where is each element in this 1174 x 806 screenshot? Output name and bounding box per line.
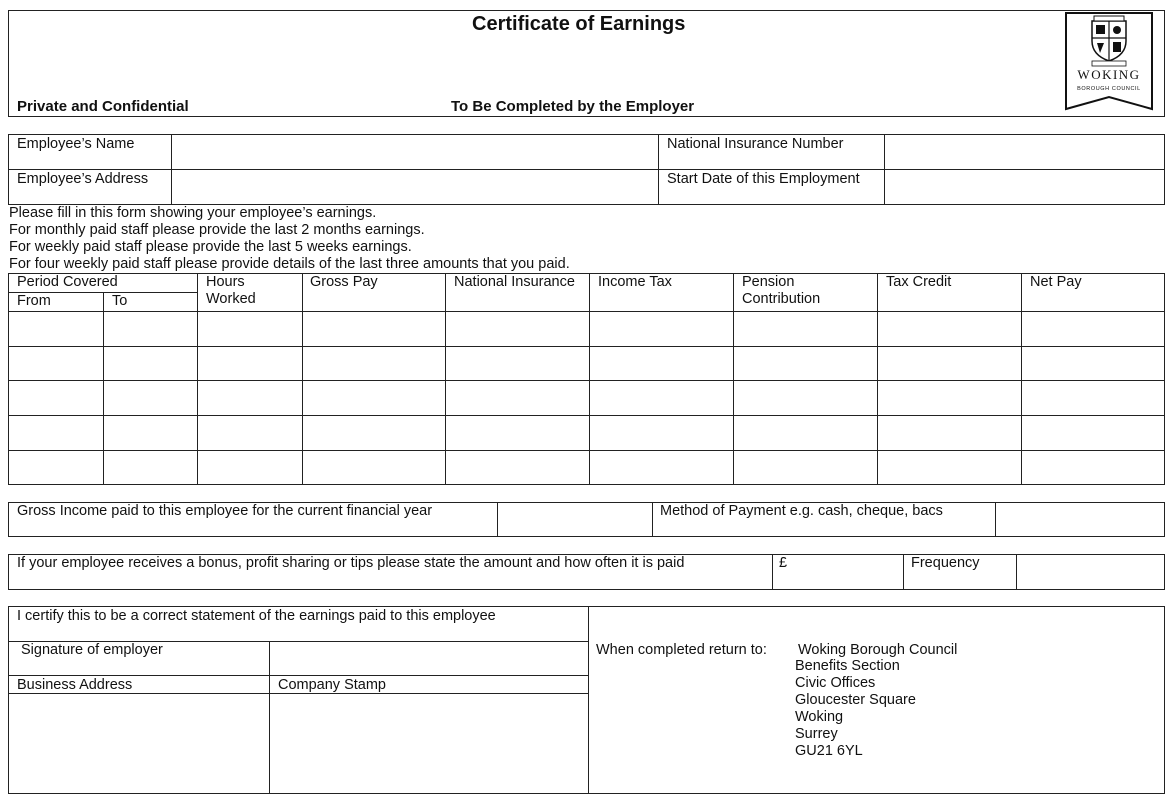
earnings-cell-from[interactable] bbox=[9, 451, 103, 485]
signature-label: Signature of employer bbox=[21, 642, 163, 658]
earnings-cell-national-insurance[interactable] bbox=[446, 312, 589, 346]
col-gross-pay: Gross Pay bbox=[310, 274, 378, 290]
return-address-line: Gloucester Square bbox=[795, 692, 916, 708]
earnings-cell-pension[interactable] bbox=[734, 347, 877, 380]
instruction-line: For weekly paid staff please provide the last 5 weeks earnings. bbox=[9, 239, 412, 255]
return-address-line: Benefits Section bbox=[795, 658, 900, 674]
instruction-line: For four weekly paid staff please provide details of the last three amounts that you paid. bbox=[9, 256, 570, 272]
start-date-field[interactable] bbox=[885, 170, 1164, 204]
return-address-line: Woking bbox=[795, 709, 844, 725]
earnings-cell-hours[interactable] bbox=[198, 451, 302, 485]
logo-subtext: BOROUGH COUNCIL bbox=[1077, 86, 1141, 92]
earnings-cell-pension[interactable] bbox=[734, 416, 877, 450]
completed-by-label: To Be Completed by the Employer bbox=[451, 98, 695, 115]
start-date-label: Start Date of this Employment bbox=[667, 171, 860, 187]
col-from: From bbox=[17, 293, 51, 309]
frequency-field[interactable] bbox=[1017, 555, 1164, 589]
earnings-cell-to[interactable] bbox=[104, 347, 197, 380]
earnings-cell-gross-pay[interactable] bbox=[303, 381, 445, 415]
earnings-cell-to[interactable] bbox=[104, 451, 197, 485]
earnings-cell-pension[interactable] bbox=[734, 312, 877, 346]
earnings-cell-tax-credit[interactable] bbox=[878, 416, 1021, 450]
company-stamp-field[interactable] bbox=[270, 694, 588, 793]
earnings-cell-income-tax[interactable] bbox=[590, 312, 733, 346]
payment-method-label: Method of Payment e.g. cash, cheque, bacs bbox=[660, 503, 943, 519]
col-pension: Pension bbox=[742, 274, 795, 290]
bonus-amount-field[interactable] bbox=[773, 555, 903, 589]
col-income-tax: Income Tax bbox=[598, 274, 672, 290]
earnings-cell-net-pay[interactable] bbox=[1022, 451, 1165, 485]
employee-name-field[interactable] bbox=[172, 135, 658, 169]
earnings-cell-hours[interactable] bbox=[198, 416, 302, 450]
earnings-cell-to[interactable] bbox=[104, 312, 197, 346]
frequency-label: Frequency bbox=[911, 555, 980, 571]
earnings-cell-pension[interactable] bbox=[734, 381, 877, 415]
certify-statement: I certify this to be a correct statement of the earnings paid to this employee bbox=[17, 608, 496, 624]
earnings-cell-tax-credit[interactable] bbox=[878, 312, 1021, 346]
earnings-cell-income-tax[interactable] bbox=[590, 416, 733, 450]
earnings-cell-national-insurance[interactable] bbox=[446, 451, 589, 485]
earnings-cell-gross-pay[interactable] bbox=[303, 451, 445, 485]
gross-income-field[interactable] bbox=[498, 503, 652, 536]
earnings-cell-income-tax[interactable] bbox=[590, 451, 733, 485]
earnings-cell-hours[interactable] bbox=[198, 347, 302, 380]
employee-name-label: Employee’s Name bbox=[17, 136, 135, 152]
employee-address-field[interactable] bbox=[172, 170, 658, 204]
ni-number-label: National Insurance Number bbox=[667, 136, 844, 152]
earnings-cell-tax-credit[interactable] bbox=[878, 451, 1021, 485]
earnings-cell-to[interactable] bbox=[104, 381, 197, 415]
ni-number-field[interactable] bbox=[885, 135, 1164, 169]
col-net-pay: Net Pay bbox=[1030, 274, 1082, 290]
council-logo bbox=[1064, 11, 1154, 111]
business-address-label: Business Address bbox=[17, 677, 133, 693]
col-hours-worked: Worked bbox=[206, 291, 256, 307]
earnings-cell-tax-credit[interactable] bbox=[878, 347, 1021, 380]
return-to-label: When completed return to: bbox=[596, 642, 767, 658]
col-hours: Hours bbox=[206, 274, 245, 290]
earnings-cell-from[interactable] bbox=[9, 347, 103, 380]
earnings-cell-income-tax[interactable] bbox=[590, 381, 733, 415]
earnings-cell-hours[interactable] bbox=[198, 312, 302, 346]
instruction-line: Please fill in this form showing your employee’s earnings. bbox=[9, 205, 377, 221]
return-address-line: Woking Borough Council bbox=[798, 642, 958, 658]
gross-income-label: Gross Income paid to this employee for the current financial year bbox=[17, 503, 433, 519]
earnings-cell-from[interactable] bbox=[9, 416, 103, 450]
earnings-cell-from[interactable] bbox=[9, 312, 103, 346]
private-confidential-label: Private and Confidential bbox=[17, 98, 189, 115]
pound-sign: £ bbox=[779, 555, 788, 571]
col-to: To bbox=[112, 293, 128, 309]
earnings-cell-to[interactable] bbox=[104, 416, 197, 450]
earnings-cell-net-pay[interactable] bbox=[1022, 312, 1165, 346]
earnings-cell-net-pay[interactable] bbox=[1022, 381, 1165, 415]
earnings-cell-income-tax[interactable] bbox=[590, 347, 733, 380]
earnings-cell-national-insurance[interactable] bbox=[446, 381, 589, 415]
return-address-line: Civic Offices bbox=[795, 675, 876, 691]
earnings-cell-national-insurance[interactable] bbox=[446, 416, 589, 450]
earnings-cell-from[interactable] bbox=[9, 381, 103, 415]
employee-address-label: Employee’s Address bbox=[17, 171, 149, 187]
earnings-cell-national-insurance[interactable] bbox=[446, 347, 589, 380]
earnings-cell-net-pay[interactable] bbox=[1022, 347, 1165, 380]
form-title: Certificate of Earnings bbox=[472, 13, 686, 35]
bonus-label: If your employee receives a bonus, profit sharing or tips please state the amount and how often it is paid bbox=[17, 555, 685, 571]
col-tax-credit: Tax Credit bbox=[886, 274, 952, 290]
business-address-field[interactable] bbox=[9, 694, 269, 793]
earnings-cell-gross-pay[interactable] bbox=[303, 347, 445, 380]
logo-text: WOKING bbox=[1077, 67, 1141, 82]
return-address-line: Surrey bbox=[795, 726, 838, 742]
earnings-cell-gross-pay[interactable] bbox=[303, 416, 445, 450]
earnings-cell-net-pay[interactable] bbox=[1022, 416, 1165, 450]
col-period-covered: Period Covered bbox=[17, 274, 118, 290]
col-national-insurance: National Insurance bbox=[454, 274, 575, 290]
earnings-cell-pension[interactable] bbox=[734, 451, 877, 485]
signature-field[interactable] bbox=[270, 642, 588, 675]
instruction-line: For monthly paid staff please provide the last 2 months earnings. bbox=[9, 222, 425, 238]
company-stamp-label: Company Stamp bbox=[278, 677, 386, 693]
payment-method-field[interactable] bbox=[996, 503, 1164, 536]
earnings-cell-gross-pay[interactable] bbox=[303, 312, 445, 346]
earnings-cell-tax-credit[interactable] bbox=[878, 381, 1021, 415]
earnings-cell-hours[interactable] bbox=[198, 381, 302, 415]
return-address-line: GU21 6YL bbox=[795, 743, 863, 759]
col-pension-contribution: Contribution bbox=[742, 291, 821, 307]
